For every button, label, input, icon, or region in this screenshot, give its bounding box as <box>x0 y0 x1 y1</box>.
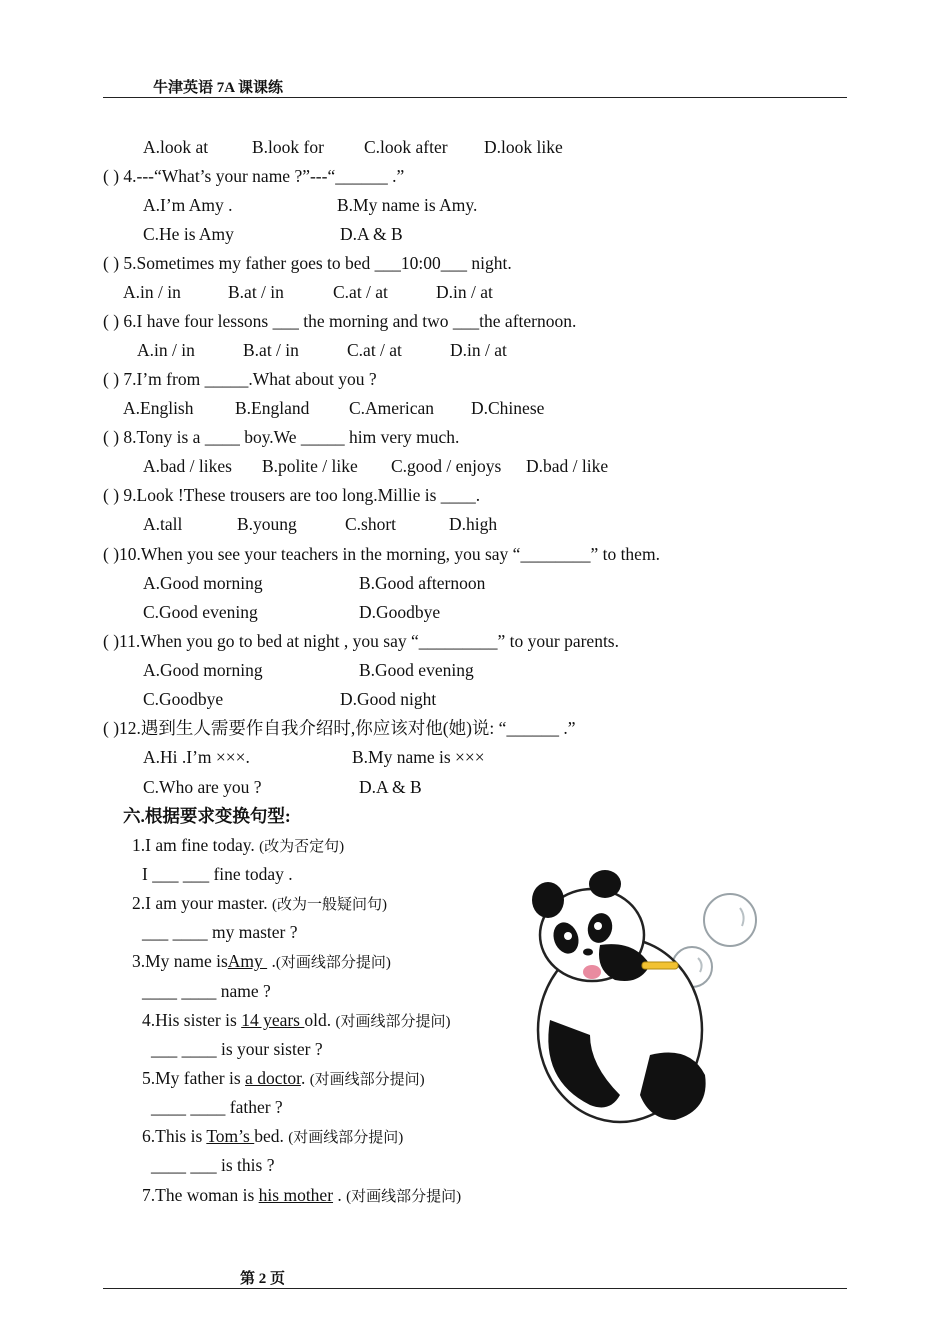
header-rule <box>103 97 847 98</box>
question-5: ( ) 5.Sometimes my father goes to bed ___10:00___ night. <box>103 253 512 273</box>
option-c: C.He is Amy <box>143 224 234 244</box>
option-a: A.Good morning <box>143 573 263 593</box>
option-a: A.bad / likes <box>143 456 232 476</box>
option-d: D.A & B <box>359 777 422 797</box>
option-b: B.look for <box>252 137 324 157</box>
option-d: D.Goodbye <box>359 602 441 622</box>
option-c: C.good / enjoys <box>391 456 502 476</box>
transform-item-7: 7.The woman is his mother . (对画线部分提问) <box>142 1185 462 1205</box>
transform-item-1: 1.I am fine today. (改为否定句) <box>132 835 345 855</box>
option-c: C.look after <box>364 137 448 157</box>
option-a: A.English <box>123 398 194 418</box>
option-d: D.Chinese <box>471 398 545 418</box>
answer-line-1: I ___ ___ fine today . <box>142 864 293 884</box>
answer-line-4: ___ ____ is your sister ? <box>151 1039 323 1059</box>
question-9: ( ) 9.Look !These trousers are too long.Millie is ____. <box>103 485 481 505</box>
option-a: A.in / in <box>137 340 195 360</box>
option-b: B.at / in <box>243 340 299 360</box>
option-b: B.young <box>237 514 297 534</box>
option-a: A.in / in <box>123 282 181 302</box>
option-d: D.A & B <box>340 224 403 244</box>
option-b: B.Good evening <box>359 660 474 680</box>
option-a: A.Hi .I’m ×××. <box>143 747 250 767</box>
option-b: B.My name is ××× <box>352 747 485 767</box>
question-12: ( )12.遇到生人需要作自我介绍时,你应该对他(她)说: “______ .” <box>103 718 576 738</box>
option-d: D.look like <box>484 137 563 157</box>
transform-item-2: 2.I am your master. (改为一般疑问句) <box>132 893 387 913</box>
question-7: ( ) 7.I’m from _____.What about you ? <box>103 369 377 389</box>
option-b: B.England <box>235 398 310 418</box>
option-c: C.at / at <box>347 340 402 360</box>
bubble-icon <box>704 894 756 946</box>
transform-item-6: 6.This is Tom’s bed. (对画线部分提问) <box>142 1126 404 1146</box>
answer-line-6: ____ ___ is this ? <box>151 1155 275 1175</box>
option-d: D.in / at <box>450 340 507 360</box>
option-c: C.Good evening <box>143 602 258 622</box>
option-d: D.high <box>449 514 498 534</box>
option-c: C.at / at <box>333 282 388 302</box>
answer-line-5: ____ ____ father ? <box>151 1097 283 1117</box>
option-d: D.Good night <box>340 689 437 709</box>
page-header-title: 牛津英语 7A 课课练 <box>153 80 284 96</box>
question-10: ( )10.When you see your teachers in the morning, you say “________” to them. <box>103 544 660 564</box>
option-a: A.Good morning <box>143 660 263 680</box>
question-6: ( ) 6.I have four lessons ___ the morning and two ___the afternoon. <box>103 311 577 331</box>
option-d: D.bad / like <box>526 456 609 476</box>
page-number: 第 2 页 <box>240 1271 286 1287</box>
panda-blowing-bubbles-illustration <box>530 870 760 1128</box>
section-heading: 六.根据要求变换句型: <box>123 806 291 826</box>
transform-item-5: 5.My father is a doctor. (对画线部分提问) <box>142 1068 425 1088</box>
option-a: A.tall <box>143 514 183 534</box>
option-c: C.Goodbye <box>143 689 224 709</box>
option-b: B.polite / like <box>262 456 358 476</box>
option-c: C.Who are you ? <box>143 777 262 797</box>
option-c: C.American <box>349 398 435 418</box>
option-c: C.short <box>345 514 397 534</box>
answer-line-3: ____ ____ name ? <box>142 981 271 1001</box>
question-11: ( )11.When you go to bed at night , you say “_________” to your parents. <box>103 631 619 651</box>
option-b: B.at / in <box>228 282 284 302</box>
option-a: A.I’m Amy . <box>143 195 233 215</box>
option-d: D.in / at <box>436 282 493 302</box>
question-4: ( ) 4.---“What’s your name ?”---“______ .” <box>103 166 405 186</box>
answer-line-2: ___ ____ my master ? <box>142 922 298 942</box>
footer-rule <box>103 1288 847 1289</box>
option-b: B.My name is Amy. <box>337 195 478 215</box>
transform-item-3: 3.My name isAmy .(对画线部分提问) <box>132 951 391 971</box>
transform-item-4: 4.His sister is 14 years old. (对画线部分提问) <box>142 1010 451 1030</box>
question-8: ( ) 8.Tony is a ____ boy.We _____ him very much. <box>103 427 460 447</box>
option-a: A.look at <box>143 137 209 157</box>
option-b: B.Good afternoon <box>359 573 486 593</box>
